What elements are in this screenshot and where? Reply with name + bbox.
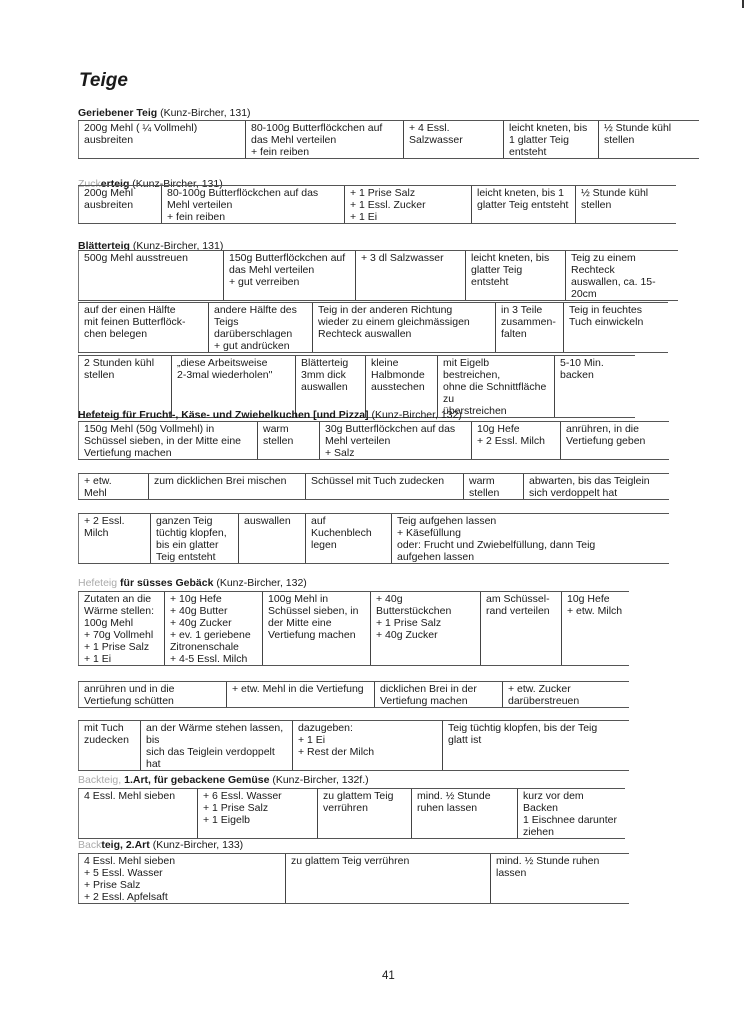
section-source: (Kunz-Bircher, 133) xyxy=(149,839,244,851)
table-cell: leicht kneten, bis glatter Teig entsteht xyxy=(466,251,566,301)
table-cell: + 40g Butterstückchen + 1 Prise Salz + 40g Zucker xyxy=(371,592,481,666)
table-cell: mind. ½ Stunde ruhen lassen xyxy=(412,789,518,839)
table-cell: dazugeben: + 1 Ei + Rest der Milch xyxy=(293,721,443,771)
recipe-step-table xyxy=(78,185,676,224)
table-cell: 200g Mehl ausbreiten xyxy=(79,186,162,224)
section-heading xyxy=(78,774,369,786)
table-cell: + etw. Mehl xyxy=(79,474,149,500)
recipe-step-table xyxy=(78,421,669,460)
section-name: Hefeteig für Frucht-, Käse- und Zwiebelkuchen [und Pizza] xyxy=(78,409,369,421)
section-name: teig, 2.Art xyxy=(101,839,150,851)
section-heading-prefix: Hefeteig xyxy=(78,577,121,589)
table-cell: Blätterteig 3mm dick auswallen xyxy=(296,356,366,418)
section-name: für süsses Gebäck xyxy=(120,577,214,589)
table-cell: anrühren, in die Vertiefung geben xyxy=(561,422,669,460)
table-row xyxy=(79,789,625,839)
recipe-step-table xyxy=(78,591,629,666)
table-row xyxy=(79,474,669,500)
section-source: (Kunz-Bircher, 131) xyxy=(129,240,224,252)
table-cell: 150g Butterflöckchen auf das Mehl verteilen + gut verreiben xyxy=(224,251,356,301)
table-cell: Teig zu einem Rechteck auswallen, ca. 15-20cm xyxy=(566,251,678,301)
table-cell: Teig tüchtig klopfen, bis der Teig glatt ist xyxy=(443,721,629,771)
table-cell: abwarten, bis das Teiglein sich verdoppelt hat xyxy=(524,474,669,500)
table-cell: 2 Stunden kühl stellen xyxy=(79,356,172,418)
section-heading-prefix: Backteig, xyxy=(78,774,125,786)
section-heading-prefix: Back xyxy=(78,839,102,851)
table-row xyxy=(79,251,678,301)
section-name: Blätterteig xyxy=(78,240,130,252)
table-cell: Teig in feuchtes Tuch einwickeln xyxy=(564,303,668,353)
table-row xyxy=(79,303,668,353)
table-cell: Zutaten an die Wärme stellen: 100g Mehl + 70g Vollmehl + 1 Prise Salz + 1 Ei xyxy=(79,592,165,666)
table-cell: auswallen xyxy=(239,514,306,564)
table-cell: warm stellen xyxy=(464,474,524,500)
section-source: (Kunz-Bircher, 131) xyxy=(129,178,223,190)
table-cell: kurz vor dem Backen 1 Eischnee darunter ziehen xyxy=(518,789,625,839)
table-cell: 4 Essl. Mehl sieben + 5 Essl. Wasser + Prise Salz + 2 Essl. Apfelsaft xyxy=(79,854,286,904)
table-cell: + 4 Essl. Salzwasser xyxy=(404,121,504,159)
table-cell: mit Eigelb bestreichen, ohne die Schnittfläche zu überstreichen xyxy=(438,356,555,418)
table-cell: 30g Butterflöckchen auf das Mehl verteilen + Salz xyxy=(320,422,472,460)
section-heading xyxy=(78,839,243,851)
page-title: Teige xyxy=(79,70,128,91)
table-cell: + 2 Essl. Milch xyxy=(79,514,151,564)
table-cell: auf Kuchenblech legen xyxy=(306,514,392,564)
section-name: 1.Art, für gebackene Gemüse xyxy=(124,774,270,786)
table-cell: 200g Mehl ( ¼ Vollmehl) ausbreiten xyxy=(79,121,246,159)
table-cell: Teig in der anderen Richtung wieder zu einem gleichmässigen Rechteck auswallen xyxy=(313,303,496,353)
table-cell: andere Hälfte des Teigs darüberschlagen + gut andrücken xyxy=(209,303,313,353)
section-name: erteig xyxy=(100,178,130,190)
table-cell: ganzen Teig tüchtig klopfen, bis ein glatter Teig entsteht xyxy=(151,514,239,564)
table-row xyxy=(79,121,699,159)
table-cell: 80-100g Butterflöckchen auf das Mehl verteilen + fein reiben xyxy=(246,121,404,159)
table-row xyxy=(79,854,629,904)
table-row xyxy=(79,682,629,708)
table-cell: dicklichen Brei in der Vertiefung machen xyxy=(375,682,503,708)
recipe-step-table xyxy=(78,513,669,564)
section-heading xyxy=(78,107,251,119)
table-cell: anrühren und in die Vertiefung schütten xyxy=(79,682,227,708)
table-cell: Schüssel mit Tuch zudecken xyxy=(306,474,464,500)
table-cell: 10g Hefe + etw. Milch xyxy=(562,592,629,666)
table-cell: ½ Stunde kühl stellen xyxy=(576,186,676,224)
table-cell: 4 Essl. Mehl sieben xyxy=(79,789,198,839)
table-cell: 500g Mehl ausstreuen xyxy=(79,251,224,301)
recipe-step-table xyxy=(78,720,629,771)
table-cell: an der Wärme stehen lassen, bis sich das Teiglein verdoppelt hat xyxy=(141,721,293,771)
section-source: (Kunz-Bircher, 131) xyxy=(157,107,251,119)
recipe-step-table xyxy=(78,302,668,353)
table-cell: + 3 dl Salzwasser xyxy=(356,251,466,301)
section-name: Geriebener Teig xyxy=(78,107,158,119)
recipe-step-table xyxy=(78,681,629,708)
table-cell: zum dicklichen Brei mischen xyxy=(149,474,306,500)
scan-mark xyxy=(742,0,744,8)
table-row xyxy=(79,186,676,224)
table-cell: 100g Mehl in Schüssel sieben, in der Mitte eine Vertiefung machen xyxy=(263,592,371,666)
table-row xyxy=(79,592,629,666)
table-row xyxy=(79,422,669,460)
table-cell: + etw. Mehl in die Vertiefung xyxy=(227,682,375,708)
table-row xyxy=(79,721,629,771)
table-cell: + 1 Prise Salz + 1 Essl. Zucker + 1 Ei xyxy=(345,186,472,224)
section-source: (Kunz-Bircher, 132) xyxy=(213,577,307,589)
table-cell: am Schüssel- rand verteilen xyxy=(481,592,562,666)
table-cell: 80-100g Butterflöckchen auf das Mehl verteilen + fein reiben xyxy=(162,186,345,224)
table-cell: + 6 Essl. Wasser + 1 Prise Salz + 1 Eigelb xyxy=(198,789,318,839)
table-cell: kleine Halbmonde ausstechen xyxy=(366,356,438,418)
table-cell: 5-10 Min. backen xyxy=(555,356,635,418)
table-cell: auf der einen Hälfte mit feinen Butterflöck- chen belegen xyxy=(79,303,209,353)
table-cell: leicht kneten, bis 1 glatter Teig entsteht xyxy=(472,186,576,224)
table-cell: warm stellen xyxy=(258,422,320,460)
table-cell: mind. ½ Stunde ruhen lassen xyxy=(491,854,629,904)
table-cell: ½ Stunde kühl stellen xyxy=(599,121,699,159)
section-heading-prefix: Zuck xyxy=(78,178,101,190)
table-cell: in 3 Teile zusammen- falten xyxy=(496,303,564,353)
table-cell: mit Tuch zudecken xyxy=(79,721,141,771)
table-cell: leicht kneten, bis 1 glatter Teig entsteht xyxy=(504,121,599,159)
recipe-step-table xyxy=(78,473,669,500)
section-source: (Kunz-Bircher, 132f.) xyxy=(269,774,369,786)
table-cell: 10g Hefe + 2 Essl. Milch xyxy=(472,422,561,460)
recipe-step-table xyxy=(78,788,625,839)
table-cell: + etw. Zucker darüberstreuen xyxy=(503,682,629,708)
section-heading xyxy=(78,409,462,421)
table-row xyxy=(79,514,669,564)
recipe-step-table xyxy=(78,120,699,159)
table-cell: zu glattem Teig verrühren xyxy=(286,854,491,904)
table-cell: + 10g Hefe + 40g Butter + 40g Zucker + ev. 1 geriebene Zitronenschale + 4-5 Essl. Milch xyxy=(165,592,263,666)
table-cell: Teig aufgehen lassen + Käsefüllung oder: Frucht und Zwiebelfüllung, dann Teig aufgehen lassen xyxy=(392,514,669,564)
recipe-step-table xyxy=(78,853,629,904)
table-cell: „diese Arbeitsweise 2-3mal wiederholen" xyxy=(172,356,296,418)
table-cell: 150g Mehl (50g Vollmehl) in Schüssel sieben, in der Mitte eine Vertiefung machen xyxy=(79,422,258,460)
section-heading xyxy=(78,577,307,589)
recipe-step-table xyxy=(78,250,678,301)
table-cell: zu glattem Teig verrühren xyxy=(318,789,412,839)
page-number: 41 xyxy=(382,970,395,982)
section-source: (Kunz-Bircher, 132) xyxy=(368,409,462,421)
